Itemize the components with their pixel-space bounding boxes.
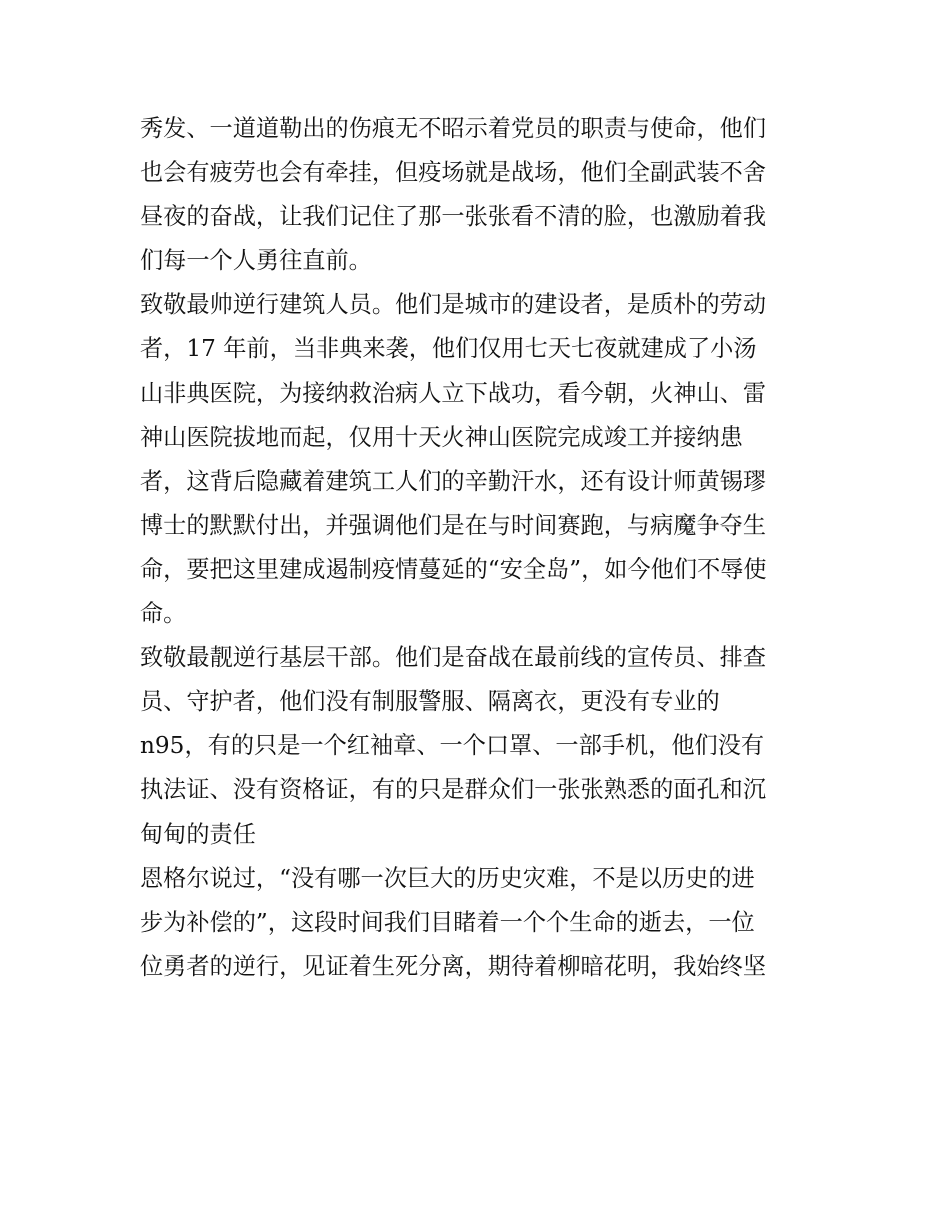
text-line-5: 致敬最帅逆行建筑人员。他们是城市的建设者，是质朴的劳动 xyxy=(140,291,767,319)
text-line-13: 致敬最靓逆行基层干部。他们是奋战在最前线的宣传员、排查 xyxy=(140,644,767,672)
text-line-11: 命，要把这里建成遏制疫情蔓延的“安全岛”，如今他们不辱使 xyxy=(140,555,767,583)
text-line-8: 神山医院拔地而起，仅用十天火神山医院完成竣工并接纳患 xyxy=(140,423,743,451)
text-line-1: 秀发、一道道勒出的伤痕无不昭示着党员的职责与使命，他们 xyxy=(140,115,767,142)
body-text xyxy=(140,107,820,989)
text-line-17: 甸甸的责任 xyxy=(140,820,256,848)
text-line-12: 命。 xyxy=(140,600,187,628)
text-line-16: 执法证、没有资格证，有的只是群众们一张张熟悉的面孔和沉 xyxy=(140,776,767,804)
text-line-14: 员、守护者，他们没有制服警服、隔离衣，更没有专业的 xyxy=(140,688,720,716)
text-line-15: n95，有的只是一个红袖章、一个口罩、一部手机，他们没有 xyxy=(140,732,765,760)
text-line-7: 山非典医院，为接纳救治病人立下战功，看今朝，火神山、雷 xyxy=(140,379,767,407)
text-line-20: 位勇者的逆行，见证着生死分离，期待着柳暗花明，我始终坚 xyxy=(140,952,767,980)
text-line-4: 们每一个人勇往直前。 xyxy=(140,247,372,275)
text-line-18: 恩格尔说过，“没有哪一次巨大的历史灾难，不是以历史的进 xyxy=(140,864,755,892)
text-line-9: 者，这背后隐藏着建筑工人们的辛勤汗水，还有设计师黄锡璆 xyxy=(140,467,767,495)
text-line-3: 昼夜的奋战，让我们记住了那一张张看不清的脸，也激励着我 xyxy=(140,203,767,231)
text-line-6: 者，17 年前，当非典来袭，他们仅用七天七夜就建成了小汤 xyxy=(140,335,757,363)
text-line-2: 也会有疲劳也会有牵挂，但疫场就是战场，他们全副武装不舍 xyxy=(140,159,767,187)
text-line-19: 步为补偿的”，这段时间我们目睹着一个个生命的逝去，一位 xyxy=(140,908,755,936)
text-line-10: 博士的默默付出，并强调他们是在与时间赛跑，与病魔争夺生 xyxy=(140,511,767,539)
